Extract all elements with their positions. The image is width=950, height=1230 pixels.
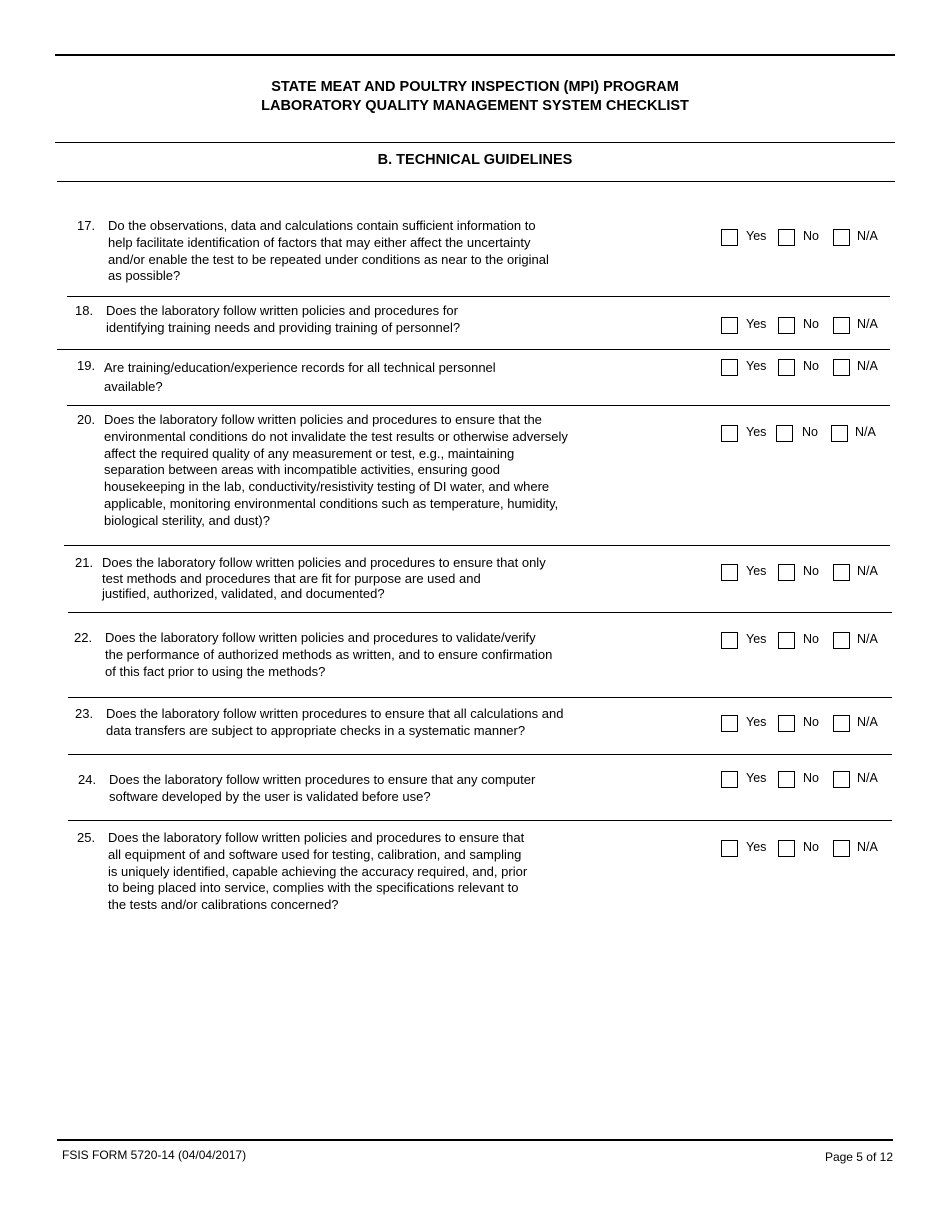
question-25 — [77, 830, 617, 914]
answer-options-20 — [721, 425, 901, 443]
na-label: N/A — [855, 425, 876, 439]
answer-options-23 — [721, 715, 901, 733]
no-checkbox[interactable] — [778, 229, 795, 246]
no-label: No — [803, 229, 819, 243]
question-text: Are training/education/experience records for all technical personnel available? — [104, 360, 496, 394]
no-checkbox[interactable] — [778, 715, 795, 732]
question-number: 22. — [74, 630, 93, 645]
question-18 — [75, 303, 635, 337]
row-divider — [57, 349, 890, 350]
row-divider — [68, 820, 892, 821]
yes-checkbox[interactable] — [721, 840, 738, 857]
footer-rule — [57, 1139, 893, 1141]
question-23 — [75, 706, 615, 740]
row-divider — [68, 697, 892, 698]
yes-label: Yes — [746, 359, 767, 373]
question-text: Does the laboratory follow written policies and procedures to ensure that all equipment of and software used for testing, calibration, and sampling is uniquely identified, capable achieving the accuracy required, and, prior to being placed into service, complies with the specifications relevant to the tests and/or calibrations concerned? — [108, 830, 528, 913]
answer-options-18 — [721, 317, 901, 335]
section-rule-bottom — [57, 181, 895, 182]
question-text: Does the laboratory follow written policies and procedures to ensure that only test methods and procedures that are fit for purpose are used and justified, authorized, validated, and documented? — [102, 555, 546, 601]
yes-label: Yes — [746, 840, 767, 854]
no-label: No — [803, 359, 819, 373]
row-divider — [68, 754, 892, 755]
yes-label: Yes — [746, 771, 767, 785]
no-label: No — [803, 317, 819, 331]
question-number: 19. — [77, 358, 96, 373]
question-number: 17. — [77, 218, 96, 233]
question-22 — [74, 630, 614, 680]
question-24 — [78, 772, 618, 806]
question-19 — [77, 358, 637, 396]
question-20 — [77, 412, 617, 530]
question-21 — [75, 555, 615, 602]
section-title: B. TECHNICAL GUIDELINES — [377, 152, 573, 168]
yes-checkbox[interactable] — [721, 359, 738, 376]
answer-options-21 — [721, 564, 901, 582]
yes-checkbox[interactable] — [721, 229, 738, 246]
yes-checkbox[interactable] — [721, 715, 738, 732]
question-text: Do the observations, data and calculations contain sufficient information to help facilitate identification of factors that may either affect the uncertainty and/or enable the test to be repeated under conditions as near to the original as possible? — [108, 218, 549, 284]
no-checkbox[interactable] — [778, 359, 795, 376]
question-text: Does the laboratory follow written procedures to ensure that all calculations and data transfers are subject to appropriate checks in a systematic manner? — [106, 706, 564, 738]
question-number: 18. — [75, 303, 94, 318]
na-checkbox[interactable] — [833, 229, 850, 246]
yes-label: Yes — [746, 715, 767, 729]
yes-label: Yes — [746, 632, 767, 646]
answer-options-19 — [721, 359, 901, 377]
question-number: 25. — [77, 830, 96, 845]
yes-checkbox[interactable] — [721, 564, 738, 581]
no-label: No — [802, 425, 818, 439]
row-divider — [67, 405, 890, 406]
page-number: Page 5 of 12 — [824, 1150, 893, 1164]
yes-checkbox[interactable] — [721, 425, 738, 442]
answer-options-22 — [721, 632, 901, 650]
na-checkbox[interactable] — [833, 771, 850, 788]
na-label: N/A — [857, 840, 878, 854]
no-checkbox[interactable] — [776, 425, 793, 442]
question-text: Does the laboratory follow written policies and procedures for identifying training needs and providing training of personnel? — [106, 303, 461, 335]
no-checkbox[interactable] — [778, 632, 795, 649]
question-number: 24. — [78, 772, 97, 787]
question-number: 21. — [75, 555, 94, 570]
no-checkbox[interactable] — [778, 771, 795, 788]
na-label: N/A — [857, 229, 878, 243]
yes-label: Yes — [746, 317, 767, 331]
na-label: N/A — [857, 632, 878, 646]
na-checkbox[interactable] — [833, 840, 850, 857]
yes-label: Yes — [746, 425, 767, 439]
no-checkbox[interactable] — [778, 840, 795, 857]
yes-label: Yes — [746, 229, 767, 243]
answer-options-17 — [721, 229, 901, 247]
na-checkbox[interactable] — [833, 632, 850, 649]
na-label: N/A — [857, 564, 878, 578]
row-divider — [68, 612, 892, 613]
question-number: 20. — [77, 412, 96, 427]
na-label: N/A — [857, 317, 878, 331]
na-checkbox[interactable] — [833, 564, 850, 581]
yes-checkbox[interactable] — [721, 632, 738, 649]
question-number: 23. — [75, 706, 94, 721]
no-label: No — [803, 771, 819, 785]
yes-checkbox[interactable] — [721, 317, 738, 334]
na-checkbox[interactable] — [831, 425, 848, 442]
question-text: Does the laboratory follow written procedures to ensure that any computer software developed by the user is validated before use? — [109, 772, 536, 804]
no-label: No — [803, 632, 819, 646]
na-checkbox[interactable] — [833, 317, 850, 334]
yes-checkbox[interactable] — [721, 771, 738, 788]
na-label: N/A — [857, 715, 878, 729]
question-text: Does the laboratory follow written policies and procedures to ensure that the environmental conditions do not invalidate the test results or otherwise adversely affect the required quality of any measurement or test, e.g., maintaining separation between areas with incompatible activities, ensuring good housekeeping in the lab, conductivity/resistivity testing of DI water, and where applicable, monitoring environmental conditions such as temperature, humidity, biological sterility, and dust)? — [104, 412, 568, 528]
no-checkbox[interactable] — [778, 564, 795, 581]
row-divider — [67, 296, 890, 297]
na-label: N/A — [857, 359, 878, 373]
no-checkbox[interactable] — [778, 317, 795, 334]
answer-options-24 — [721, 771, 901, 789]
question-text: Does the laboratory follow written policies and procedures to validate/verify the performance of authorized methods as written, and to ensure confirmation of this fact prior to using the methods? — [105, 630, 553, 679]
section-rule-top — [55, 142, 895, 143]
form-title-line2: LABORATORY QUALITY MANAGEMENT SYSTEM CHECKLIST — [261, 98, 689, 114]
na-checkbox[interactable] — [833, 715, 850, 732]
na-checkbox[interactable] — [833, 359, 850, 376]
question-17 — [77, 218, 637, 285]
na-label: N/A — [857, 771, 878, 785]
row-divider — [64, 545, 890, 546]
yes-label: Yes — [746, 564, 767, 578]
answer-options-25 — [721, 840, 901, 858]
top-rule — [55, 54, 895, 56]
form-title-line1: STATE MEAT AND POULTRY INSPECTION (MPI) PROGRAM — [271, 79, 679, 95]
no-label: No — [803, 564, 819, 578]
no-label: No — [803, 840, 819, 854]
no-label: No — [803, 715, 819, 729]
form-number: FSIS FORM 5720-14 (04/04/2017) — [62, 1148, 247, 1162]
